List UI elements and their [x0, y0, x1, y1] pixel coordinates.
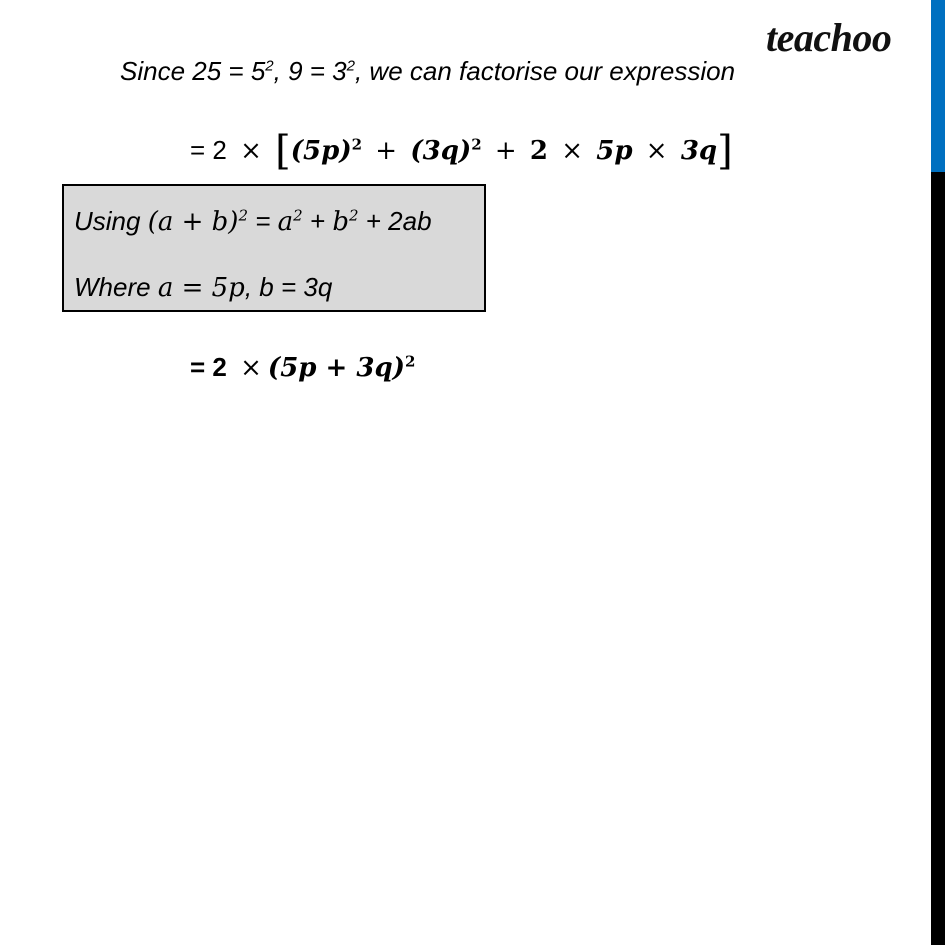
final-answer: = $2 \times (5p + 3q)^2$	[190, 352, 416, 383]
side-bar-accent	[931, 0, 945, 172]
intro-sentence: Since $25 = 5^2$, $9 = 3^2$, we can factorise our expression	[120, 56, 736, 86]
teachoo-logo: teachoo	[766, 15, 892, 60]
factorisation-step: = $2 \times [(5p)^2 + (3q)^2 + 2 \times 5p \times 3q]$	[190, 128, 733, 174]
identity-note-box	[62, 184, 486, 312]
identity-line: Using $(a + b)^2 = a^2 + b^2 + 2ab$	[74, 206, 432, 237]
where-line: Where a = 5p, b = 3q	[74, 272, 333, 303]
